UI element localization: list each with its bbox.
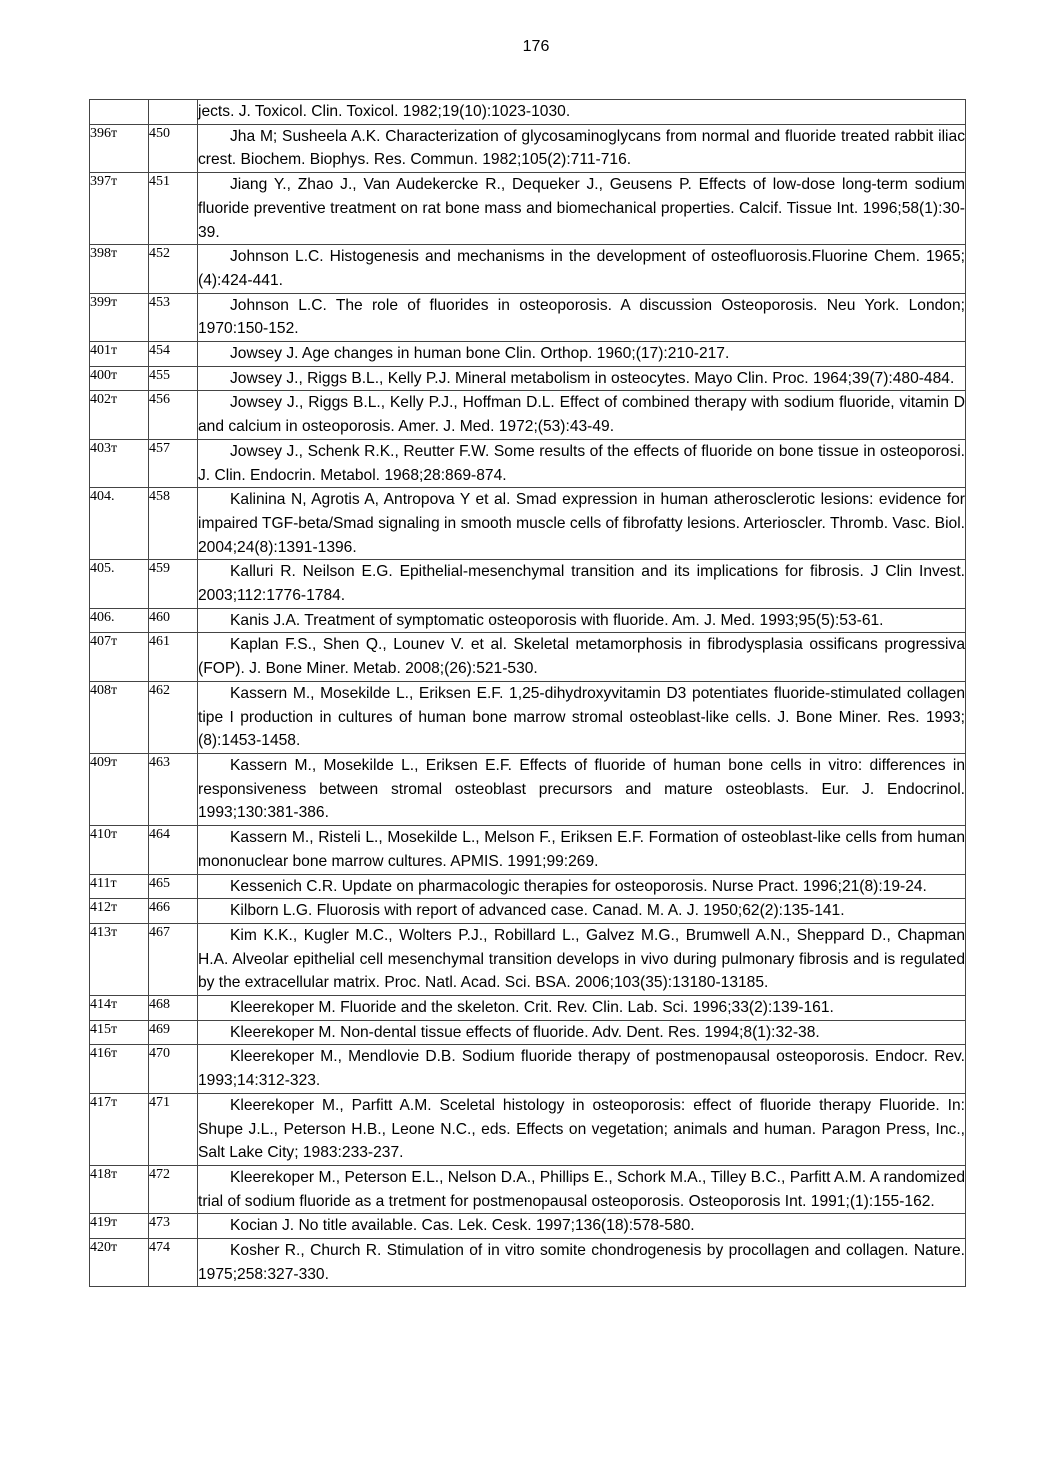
reference-citation-text: Kleerekoper M., Mendlovie D.B. Sodium fluoride therapy of postmenopausal osteoporosis. Endocr. Rev. 1993;14:312-323. <box>198 1045 966 1093</box>
reference-list-number: 409т <box>90 753 149 825</box>
reference-list-number: 414т <box>90 996 149 1021</box>
reference-source-number: 469 <box>149 1020 198 1045</box>
reference-citation-text: Kassern M., Mosekilde L., Eriksen E.F. Effects of fluoride of human bone cells in vitro: differences in responsiveness between stromal osteoblast precursors and mature osteoblasts. Eur. J. Endocrinol. 1993;130:381-386. <box>198 753 966 825</box>
reference-row <box>90 1093 966 1165</box>
reference-source-number: 467 <box>149 923 198 995</box>
reference-source-number: 470 <box>149 1045 198 1093</box>
reference-source-number: 455 <box>149 366 198 391</box>
reference-source-number: 472 <box>149 1165 198 1213</box>
reference-citation-text: Kleerekoper M. Non-dental tissue effects of fluoride. Adv. Dent. Res. 1994;8(1):32-38. <box>198 1020 966 1045</box>
reference-row <box>90 874 966 899</box>
reference-row <box>90 996 966 1021</box>
reference-row <box>90 826 966 874</box>
reference-citation-text: Kassern M., Mosekilde L., Eriksen E.F. 1,25-dihydroxyvitamin D3 potentiates fluoride-stimulated collagen tipe I production in cultures of human bone marrow stromal osteoblast-like cells. J. Bone Miner. Res. 1993;(8):1453-1458. <box>198 681 966 753</box>
reference-row <box>90 1045 966 1093</box>
reference-row <box>90 173 966 245</box>
reference-citation-text: Jiang Y., Zhao J., Van Audekercke R., Dequeker J., Geusens P. Effects of low-dose long-term sodium fluoride preventive treatment on rat bone mass and biomechanical properties. Calcif. Tissue Int. 1996;58(1):30-39. <box>198 173 966 245</box>
reference-list-number: 416т <box>90 1045 149 1093</box>
reference-list-number: 408т <box>90 681 149 753</box>
reference-list-number: 403т <box>90 439 149 487</box>
reference-list-number: 397т <box>90 173 149 245</box>
reference-source-number: 451 <box>149 173 198 245</box>
reference-row <box>90 391 966 439</box>
reference-row <box>90 923 966 995</box>
reference-source-number: 473 <box>149 1214 198 1239</box>
reference-source-number: 463 <box>149 753 198 825</box>
reference-row <box>90 1020 966 1045</box>
reference-source-number: 459 <box>149 560 198 608</box>
reference-list-number: 404. <box>90 488 149 560</box>
reference-citation-text: Kim K.K., Kugler M.C., Wolters P.J., Robillard L., Galvez M.G., Brumwell A.N., Sheppard D., Chapman H.A. Alveolar epithelial cell mesenchymal transition develops in vivo during pulmonary fibrosis and is regulated by the extracellular matrix. Proc. Natl. Acad. Sci. BSA. 2006;103(35):13180-13185. <box>198 923 966 995</box>
reference-source-number: 461 <box>149 633 198 681</box>
reference-row <box>90 560 966 608</box>
reference-citation-text: Kalluri R. Neilson E.G. Epithelial-mesenchymal transition and its implications for fibrosis. J Clin Invest. 2003;112:1776-1784. <box>198 560 966 608</box>
reference-list-number: 401т <box>90 342 149 367</box>
reference-source-number: 471 <box>149 1093 198 1165</box>
reference-row <box>90 1214 966 1239</box>
reference-source-number: 466 <box>149 899 198 924</box>
reference-citation-text: Kleerekoper M. Fluoride and the skeleton. Crit. Rev. Clin. Lab. Sci. 1996;33(2):139-161. <box>198 996 966 1021</box>
reference-source-number <box>149 100 198 125</box>
reference-source-number: 454 <box>149 342 198 367</box>
reference-citation-text: Jowsey J., Schenk R.K., Reutter F.W. Some results of the effects of fluoride on bone tissue in osteoporosi. J. Clin. Endocrin. Metabol. 1968;28:869-874. <box>198 439 966 487</box>
reference-source-number: 464 <box>149 826 198 874</box>
reference-list-number: 410т <box>90 826 149 874</box>
reference-list-number: 412т <box>90 899 149 924</box>
reference-citation-text: Kleerekoper M., Parfitt A.M. Sceletal histology in osteoporosis: effect of fluoride therapy Fluoride. In: Shupe J.L., Peterson H.B., Leone N.C., eds. Effects on vegetation; animals and human. Paragon Press, Inc., Salt Lake City; 1983:233-237. <box>198 1093 966 1165</box>
reference-list-number: 415т <box>90 1020 149 1045</box>
reference-source-number: 468 <box>149 996 198 1021</box>
reference-citation-text: Johnson L.C. The role of fluorides in osteoporosis. A discussion Osteoporosis. Neu York. London; 1970:150-152. <box>198 293 966 341</box>
reference-row <box>90 488 966 560</box>
reference-list-number: 413т <box>90 923 149 995</box>
reference-source-number: 462 <box>149 681 198 753</box>
reference-list-number: 417т <box>90 1093 149 1165</box>
reference-list-number: 400т <box>90 366 149 391</box>
reference-citation-text: Kessenich C.R. Update on pharmacologic therapies for osteoporosis. Nurse Pract. 1996;21(8):19-24. <box>198 874 966 899</box>
reference-row <box>90 1165 966 1213</box>
reference-list-number: 406. <box>90 608 149 633</box>
reference-row <box>90 245 966 293</box>
reference-list-number: 396т <box>90 124 149 172</box>
reference-row <box>90 293 966 341</box>
reference-row <box>90 124 966 172</box>
reference-list-number: 399т <box>90 293 149 341</box>
reference-source-number: 453 <box>149 293 198 341</box>
reference-source-number: 456 <box>149 391 198 439</box>
reference-row <box>90 366 966 391</box>
reference-row <box>90 633 966 681</box>
reference-citation-text: Kleerekoper M., Peterson E.L., Nelson D.A., Phillips E., Schork M.A., Tilley B.C., Parfitt A.M. A randomized trial of sodium fluoride as a tretment for postmenopausal osteoporosis. Osteoporosis Int. 1991;(1):155-162. <box>198 1165 966 1213</box>
reference-citation-text: jects. J. Toxicol. Clin. Toxicol. 1982;19(10):1023-1030. <box>198 100 966 125</box>
reference-citation-text: Kocian J. No title available. Cas. Lek. Cesk. 1997;136(18):578-580. <box>198 1214 966 1239</box>
reference-list-number <box>90 100 149 125</box>
reference-row <box>90 608 966 633</box>
reference-citation-text: Jha M; Susheela A.K. Characterization of glycosaminoglycans from normal and fluoride treated rabbit iliac crest. Biochem. Biophys. Res. Commun. 1982;105(2):711-716. <box>198 124 966 172</box>
reference-source-number: 452 <box>149 245 198 293</box>
reference-source-number: 465 <box>149 874 198 899</box>
reference-citation-text: Jowsey J., Riggs B.L., Kelly P.J., Hoffman D.L. Effect of combined therapy with sodium fluoride, vitamin D and calcium in osteoporosis. Amer. J. Med. 1972;(53):43-49. <box>198 391 966 439</box>
reference-row <box>90 100 966 125</box>
reference-list-number: 420т <box>90 1239 149 1287</box>
reference-list-number: 418т <box>90 1165 149 1213</box>
reference-list-number: 398т <box>90 245 149 293</box>
reference-source-number: 458 <box>149 488 198 560</box>
reference-citation-text: Kilborn L.G. Fluorosis with report of advanced case. Canad. M. A. J. 1950;62(2):135-141. <box>198 899 966 924</box>
reference-list-number: 419т <box>90 1214 149 1239</box>
references-table <box>89 99 966 1287</box>
reference-citation-text: Kalinina N, Agrotis A, Antropova Y et al. Smad expression in human atherosclerotic lesions: evidence for impaired TGF-beta/Smad signaling in smooth muscle cells of fibrofatty lesions. Arterioscler. Thromb. Vasc. Biol. 2004;24(8):1391-1396. <box>198 488 966 560</box>
reference-citation-text: Jowsey J. Age changes in human bone Clin. Orthop. 1960;(17):210-217. <box>198 342 966 367</box>
reference-list-number: 411т <box>90 874 149 899</box>
reference-citation-text: Kassern M., Risteli L., Mosekilde L., Melson F., Eriksen E.F. Formation of osteoblast-like cells from human mononuclear bone marrow cultures. APMIS. 1991;99:269. <box>198 826 966 874</box>
reference-row <box>90 439 966 487</box>
reference-citation-text: Kaplan F.S., Shen Q., Lounev V. et al. Skeletal metamorphosis in fibrodysplasia ossificans progressiva (FOP). J. Bone Miner. Metab. 2008;(26):521-530. <box>198 633 966 681</box>
reference-row <box>90 753 966 825</box>
reference-row <box>90 899 966 924</box>
references-table-body <box>90 100 966 1287</box>
reference-citation-text: Jowsey J., Riggs B.L., Kelly P.J. Mineral metabolism in osteocytes. Mayo Clin. Proc. 1964;39(7):480-484. <box>198 366 966 391</box>
reference-source-number: 460 <box>149 608 198 633</box>
reference-list-number: 405. <box>90 560 149 608</box>
reference-citation-text: Kanis J.A. Treatment of symptomatic osteoporosis with fluoride. Am. J. Med. 1993;95(5):53-61. <box>198 608 966 633</box>
reference-source-number: 450 <box>149 124 198 172</box>
reference-citation-text: Kosher R., Church R. Stimulation of in vitro somite chondrogenesis by procollagen and collagen. Nature. 1975;258:327-330. <box>198 1239 966 1287</box>
reference-source-number: 474 <box>149 1239 198 1287</box>
reference-list-number: 402т <box>90 391 149 439</box>
reference-row <box>90 342 966 367</box>
reference-citation-text: Johnson L.C. Histogenesis and mechanisms in the development of osteofluorosis.Fluorine Chem. 1965;(4):424-441. <box>198 245 966 293</box>
reference-list-number: 407т <box>90 633 149 681</box>
page-number: 176 <box>522 38 550 55</box>
reference-row <box>90 1239 966 1287</box>
reference-row <box>90 681 966 753</box>
reference-source-number: 457 <box>149 439 198 487</box>
